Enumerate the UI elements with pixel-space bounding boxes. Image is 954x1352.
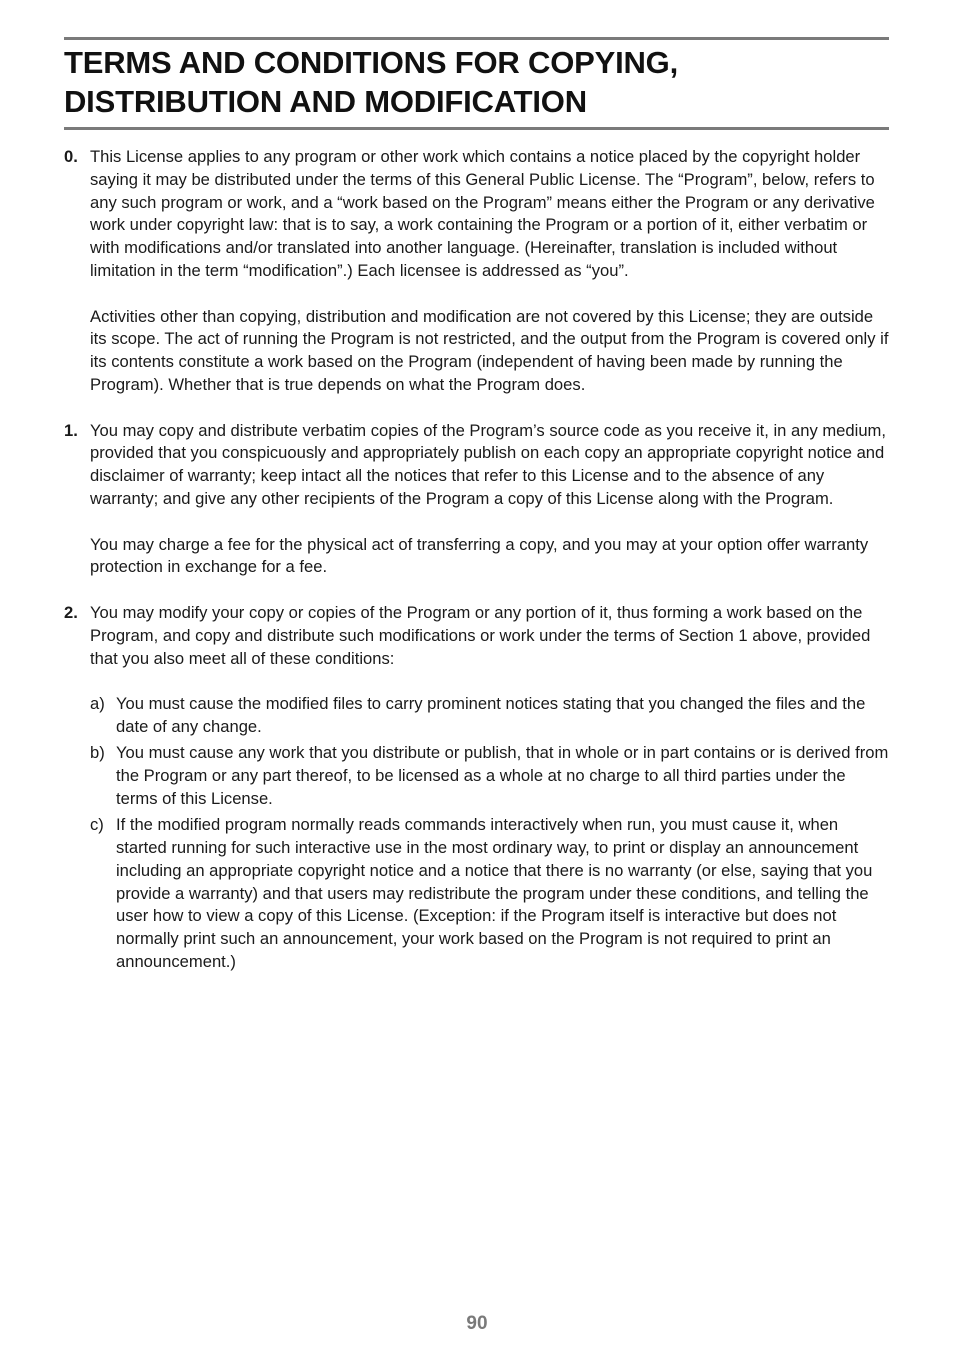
condition-item-b	[90, 742, 889, 810]
section-paragraph: This License applies to any program or other work which contains a notice placed by the copyright holder saying it may be distributed under the terms of this General Public License. The “Program”, below, refers to any such program or work, and a “work based on the Program” means either the Program or any derivative work under copyright law: that is to say, a work containing the Program or a portion of it, either verbatim or with modifications and/or translated into another language. (Hereinafter, translation is included without limitation in the term “modification”.) Each licensee is addressed as “you”.	[90, 147, 875, 280]
condition-label: a)	[90, 694, 105, 714]
section-number: 1.	[64, 420, 78, 440]
condition-text: You must cause the modified files to carry prominent notices stating that you changed the files and the date of any change.	[116, 694, 866, 736]
section-number: 0.	[64, 147, 78, 166]
title-top-rule	[64, 37, 889, 40]
title-bottom-rule	[64, 127, 889, 130]
section-paragraph: Activities other than copying, distribution and modification are not covered by this License; they are outside its scope. The act of running the Program is not restricted, and the output from the Program is covered only if its contents constitute a work based on the Program (independent of having been made by running the Program). Whether that is true depends on what the Program does.	[90, 306, 889, 394]
condition-label: b)	[90, 743, 105, 763]
page-number: 90	[466, 1313, 488, 1334]
section-paragraph: You may modify your copy or copies of the Program or any portion of it, thus forming a work based on the Program, and copy and distribute such modifications or work under the terms of Section 1 above, provided that you also meet all of these conditions:	[90, 602, 871, 668]
condition-item-c	[90, 814, 889, 974]
page-title	[64, 43, 889, 121]
page-title-line-2: DISTRIBUTION AND MODIFICATION	[64, 84, 587, 119]
section-paragraph: You may copy and distribute verbatim copies of the Program’s source code as you receive it, in any medium, provided that you conspicuously and appropriately publish on each copy an appropriate copyright notice and disclaimer of warranty; keep intact all the notices that refer to this License and to the absence of any warranty; and give any other recipients of the Program a copy of this License along with the Program.	[90, 420, 886, 508]
section-0	[64, 146, 889, 397]
condition-text: You must cause any work that you distribute or publish, that in whole or in part contains or is derived from the Program or any part thereof, to be licensed as a whole at no charge to all third parties under the terms of this License.	[116, 743, 889, 808]
condition-text: If the modified program normally reads commands interactively when run, you must cause it, when started running for such interactive use in the most ordinary way, to print or display an announcement including an appropriate copyright notice and a notice that there is no warranty (or else, saying that you provide a warranty) and that users may redistribute the program under these conditions, and telling the user how to view a copy of this License. (Exception: if the Program itself is interactive but does not normally print such an announcement, your work based on the Program is not required to print an announcement.)	[116, 815, 873, 971]
section-2	[64, 602, 889, 974]
license-body	[64, 146, 889, 996]
section-1	[64, 420, 889, 580]
section-number: 2.	[64, 602, 78, 622]
condition-label: c)	[90, 815, 104, 835]
section-paragraph: You may charge a fee for the physical act of transferring a copy, and you may at your option offer warranty protection in exchange for a fee.	[90, 534, 869, 577]
condition-item-a	[90, 693, 889, 739]
page-title-line-1: TERMS AND CONDITIONS FOR COPYING,	[64, 45, 678, 80]
